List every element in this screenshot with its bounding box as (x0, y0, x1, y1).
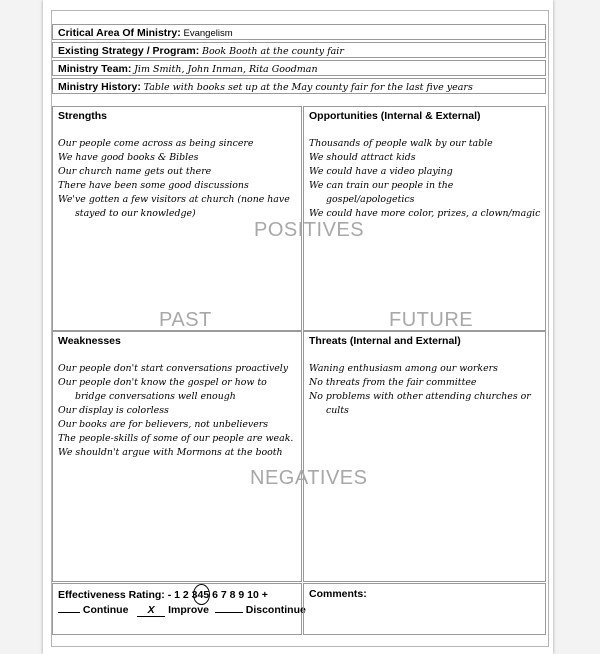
team-row (52, 60, 546, 76)
continue-label: Continue (82, 604, 129, 616)
strengths-title: Strengths (58, 110, 108, 122)
list-item: We shouldn't argue with Mormons at the booth (58, 447, 283, 458)
rating-option-9[interactable]: 9 (238, 589, 245, 601)
rating-option-10[interactable]: 10 (247, 589, 259, 601)
threats-list (309, 362, 541, 418)
critical-area-row (52, 24, 546, 40)
list-item: We have good books & Bibles (58, 152, 199, 163)
weaknesses-list (58, 362, 297, 460)
rating-option-1[interactable]: 1 (174, 589, 180, 601)
opportunities-list (309, 137, 541, 221)
opportunities-title: Opportunities (Internal & External) (309, 110, 481, 122)
improve-blank[interactable]: X (137, 605, 165, 617)
critical-area-value: Evangelism (183, 28, 233, 39)
continue-blank[interactable] (58, 612, 80, 613)
list-item: No problems with other attending churches or cults (309, 391, 531, 416)
positives-watermark: POSITIVES (254, 219, 365, 241)
history-value: Table with books set up at the May county fair for the last five years (143, 82, 473, 93)
list-item: Our people come across as being sincere (58, 138, 254, 149)
strategy-row (52, 42, 546, 58)
list-item: We could have more color, prizes, a clown/magic (309, 208, 541, 219)
future-watermark: FUTURE (389, 309, 474, 331)
rating-option-5[interactable]: 5 (203, 589, 210, 601)
list-item: We've gotten a few visitors at church (none have stayed to our knowledge) (58, 194, 290, 219)
list-item: Thousands of people walk by our table (309, 138, 493, 149)
list-item: No threats from the fair committee (309, 377, 477, 388)
threats-title: Threats (Internal and External) (309, 335, 461, 347)
weaknesses-cell (52, 331, 302, 582)
negatives-watermark: NEGATIVES (250, 467, 368, 489)
discontinue-label: Discontinue (245, 604, 306, 616)
improve-label: Improve (168, 604, 209, 616)
critical-area-label: Critical Area Of Ministry: (58, 27, 181, 39)
list-item: Our people don't know the gospel or how to bridge conversations well enough (58, 377, 267, 402)
comments-label: Comments: (309, 588, 367, 600)
list-item: Our display is colorless (58, 405, 169, 416)
strategy-value: Book Booth at the county fair (201, 46, 344, 57)
list-item: We should attract kids (309, 152, 416, 163)
team-label: Ministry Team: (58, 63, 132, 75)
list-item: We could have a video playing (309, 166, 453, 177)
discontinue-blank[interactable] (215, 612, 243, 613)
rating-option-7[interactable]: 7 (220, 589, 227, 601)
list-item: The people-skills of some of our people are weak. (58, 433, 294, 444)
decision-options (58, 604, 306, 617)
list-item: Our people don't start conversations proactively (58, 363, 289, 374)
weaknesses-title: Weaknesses (58, 335, 121, 347)
list-item: Waning enthusiasm among our workers (309, 363, 498, 374)
history-label: Ministry History: (58, 81, 141, 93)
list-item: Our church name gets out there (58, 166, 212, 177)
comments-cell[interactable] (303, 583, 546, 635)
effectiveness-rating (58, 589, 268, 601)
team-value: Jim Smith, John Inman, Rita Goodman (134, 64, 318, 75)
rating-label: Effectiveness Rating: - (58, 589, 172, 601)
threats-cell (303, 331, 546, 582)
rating-option-3[interactable]: 3 (191, 589, 198, 601)
past-watermark: PAST (159, 309, 212, 331)
list-item: There have been some good discussions (58, 180, 249, 191)
strategy-label: Existing Strategy / Program: (58, 45, 200, 57)
strengths-list (58, 137, 297, 221)
rating-option-4-text: 4 (197, 589, 204, 601)
list-item: We can train our people in the gospel/apologetics (309, 180, 454, 205)
rating-option-2[interactable]: 2 (182, 589, 189, 601)
rating-plus: + (261, 589, 268, 601)
list-item: Our books are for believers, not unbelievers (58, 419, 269, 430)
history-row (52, 78, 546, 94)
rating-cell (52, 583, 306, 635)
rating-option-6[interactable]: 6 (212, 589, 218, 601)
rating-option-8[interactable]: 8 (229, 589, 236, 601)
